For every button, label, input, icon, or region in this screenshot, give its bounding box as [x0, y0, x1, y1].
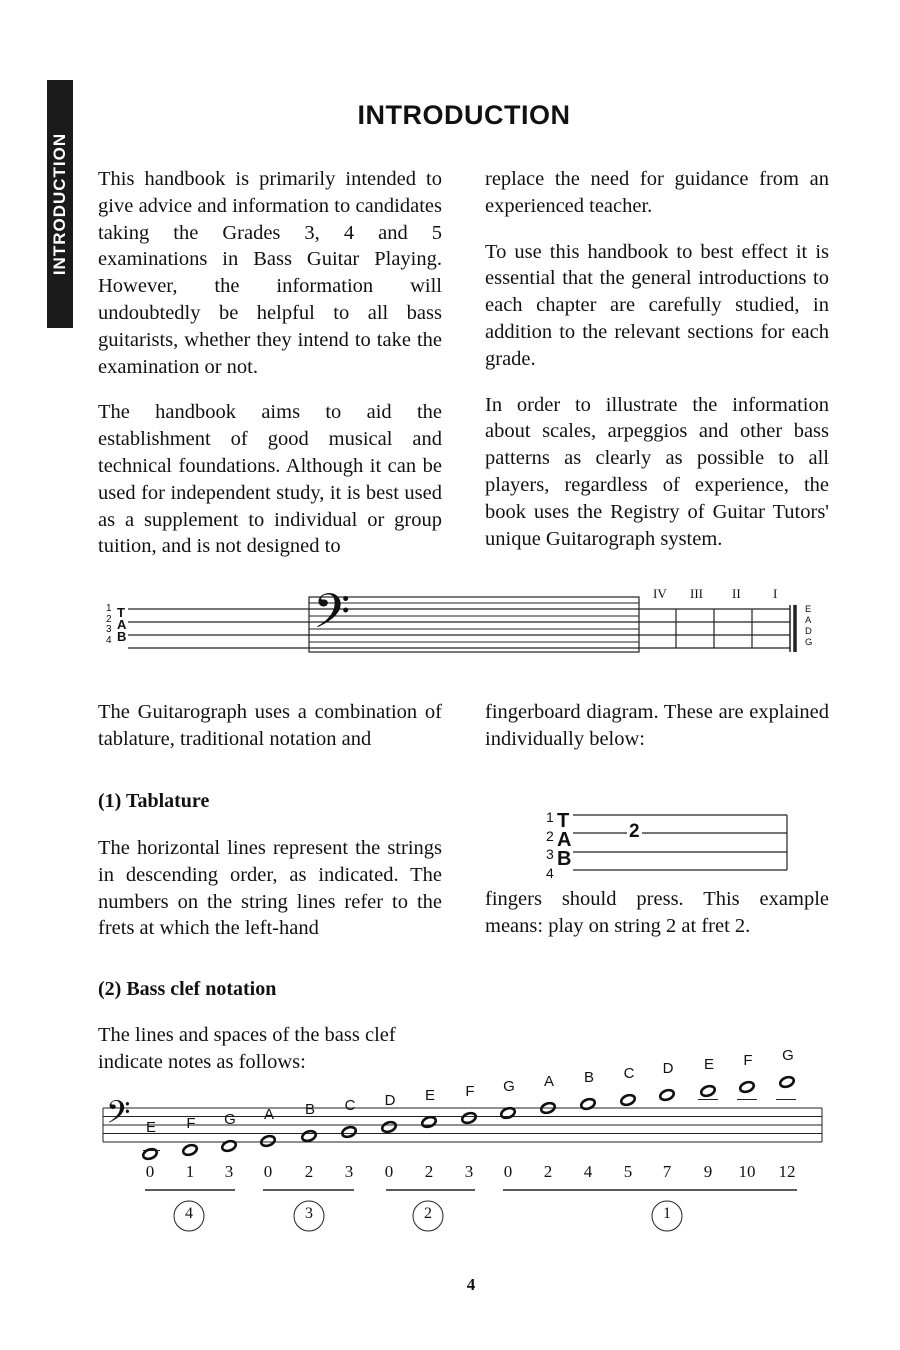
bass-clef-heading: (2) Bass clef notation — [98, 978, 277, 1000]
note-name: G — [503, 1078, 515, 1095]
note-name: E — [145, 1119, 156, 1136]
open-string-label: G — [805, 637, 813, 648]
string-number: 2 — [106, 613, 112, 625]
position-label: IV — [653, 586, 667, 601]
note-head — [779, 1075, 795, 1088]
note-head — [341, 1125, 357, 1138]
combo-left-text: The Guitarograph uses a combination of tablature, traditional notation and — [98, 701, 442, 750]
note-name: D — [662, 1060, 674, 1077]
note-head — [700, 1084, 716, 1097]
tab-letter: T — [117, 605, 125, 620]
tab-letter: T — [557, 810, 570, 832]
intro-left-column — [98, 166, 442, 579]
note-head — [580, 1097, 596, 1110]
tablature-heading: (1) Tablature — [98, 790, 210, 812]
note-head — [540, 1101, 556, 1114]
note-head — [500, 1106, 516, 1119]
string-number: 4 — [546, 864, 554, 881]
fret-number: 3 — [224, 1162, 234, 1181]
string-group-number: 1 — [663, 1205, 671, 1222]
fret-number: 2 — [424, 1162, 434, 1181]
string-number: 2 — [546, 827, 554, 844]
note-name: C — [623, 1065, 635, 1082]
note-name: F — [186, 1115, 196, 1132]
guitarograph-diagram — [128, 597, 795, 652]
fret-number: 4 — [583, 1162, 593, 1181]
fret-number: 7 — [662, 1162, 672, 1181]
string-group-number: 4 — [185, 1205, 193, 1222]
string-number: 3 — [546, 846, 554, 862]
note-name: D — [384, 1092, 396, 1109]
note-name: E — [424, 1087, 435, 1104]
fret-number: 12 — [778, 1162, 796, 1181]
bass-clef-icon: 𝄢 — [106, 1096, 131, 1138]
position-label: III — [690, 586, 703, 601]
string-number: 3 — [106, 624, 112, 635]
note-head — [739, 1080, 755, 1093]
note-staff — [103, 1100, 822, 1151]
tab-letter: A — [117, 617, 127, 632]
string-group-lines — [145, 1190, 797, 1231]
note-name: A — [543, 1073, 554, 1090]
note-name: C — [344, 1097, 356, 1114]
note-head — [421, 1115, 437, 1128]
note-head — [381, 1120, 397, 1133]
fret-number: 2 — [629, 821, 640, 842]
tab-letter: B — [117, 629, 127, 644]
note-name: B — [583, 1069, 594, 1086]
fret-number: 3 — [344, 1162, 354, 1181]
fret-number: 10 — [738, 1162, 756, 1181]
string-group-number: 3 — [305, 1205, 313, 1222]
fret-number: 5 — [623, 1162, 633, 1181]
string-number: 4 — [106, 634, 112, 646]
open-string-label: D — [805, 626, 812, 637]
side-tab-label: INTRODUCTION — [50, 132, 69, 276]
note-name: G — [224, 1111, 236, 1128]
tablature-text-left: The horizontal lines represent the strings in descending order, as indicated. The numbers on the string lines refer to the frets at which the left-hand — [98, 837, 442, 940]
note-head — [221, 1139, 237, 1152]
string-group-number: 2 — [424, 1205, 432, 1222]
page-number: 4 — [466, 1275, 476, 1294]
bass-clef-icon: 𝄢 — [313, 585, 351, 650]
fret-number: 2 — [543, 1162, 553, 1181]
note-name: A — [263, 1106, 274, 1123]
intro-paragraph: This handbook is primarily intended to give advice and information to candidates taking the Grades 3, 4 and 5 examinations in Bass Guitar Playing. However, the information will undoubtedly be helpful to all bass guitarists, whether they intend to take the examination or not. — [98, 168, 442, 378]
fret-number: 3 — [464, 1162, 474, 1181]
tablature-text-right: fingers should press. This example means: play on string 2 at fret 2. — [485, 888, 829, 937]
position-label: I — [773, 586, 778, 601]
fret-number: 0 — [384, 1162, 394, 1181]
tab-letter: B — [557, 848, 572, 870]
page-title: INTRODUCTION — [357, 100, 571, 130]
note-head — [620, 1093, 636, 1106]
note-head — [182, 1143, 198, 1156]
intro-paragraph: The handbook aims to aid the establishment of good musical and technical foundations. Although it can be used for independent study, it is best used as a supplement to individual or group tuition, and is not designed to — [98, 401, 442, 558]
open-string-label: A — [805, 615, 812, 626]
fret-number: 0 — [145, 1162, 155, 1181]
note-head — [301, 1129, 317, 1142]
note-name: G — [782, 1047, 794, 1064]
fret-number: 1 — [185, 1162, 195, 1181]
fret-number: 0 — [503, 1162, 513, 1181]
fret-number: 0 — [263, 1162, 273, 1181]
intro-right-column — [485, 166, 829, 571]
intro-paragraph: replace the need for guidance from an experienced teacher. — [485, 168, 829, 217]
tab-letter: A — [557, 829, 572, 851]
note-head — [659, 1088, 675, 1101]
note-name: B — [304, 1101, 315, 1118]
intro-paragraph: To use this handbook to best effect it is essential that the general introductions to each chapter are carefully studied, in addition to the relevant sections for each grade. — [485, 240, 829, 370]
note-name: E — [703, 1056, 714, 1073]
note-head — [461, 1111, 477, 1124]
note-name: F — [743, 1052, 753, 1069]
string-number: 1 — [106, 603, 112, 614]
intro-paragraph: In order to illustrate the information about scales, arpeggios and other bass patterns as clearly as possible to all players, regardless of experience, the book uses the Registry of Guitar Tutors' unique Guitarograph system. — [485, 393, 829, 550]
note-name: F — [465, 1083, 475, 1100]
fret-number: 9 — [703, 1162, 713, 1181]
note-head — [142, 1147, 158, 1160]
combo-right-text: fingerboard diagram. These are explained individually below: — [485, 701, 829, 750]
note-head — [260, 1134, 276, 1147]
fret-number: 2 — [304, 1162, 314, 1181]
string-number: 1 — [546, 809, 554, 825]
position-label: II — [732, 586, 741, 601]
open-string-label: E — [805, 604, 812, 615]
bass-clef-text: The lines and spaces of the bass clef indicate notes as follows: — [98, 1024, 396, 1073]
tab-example — [573, 815, 787, 870]
